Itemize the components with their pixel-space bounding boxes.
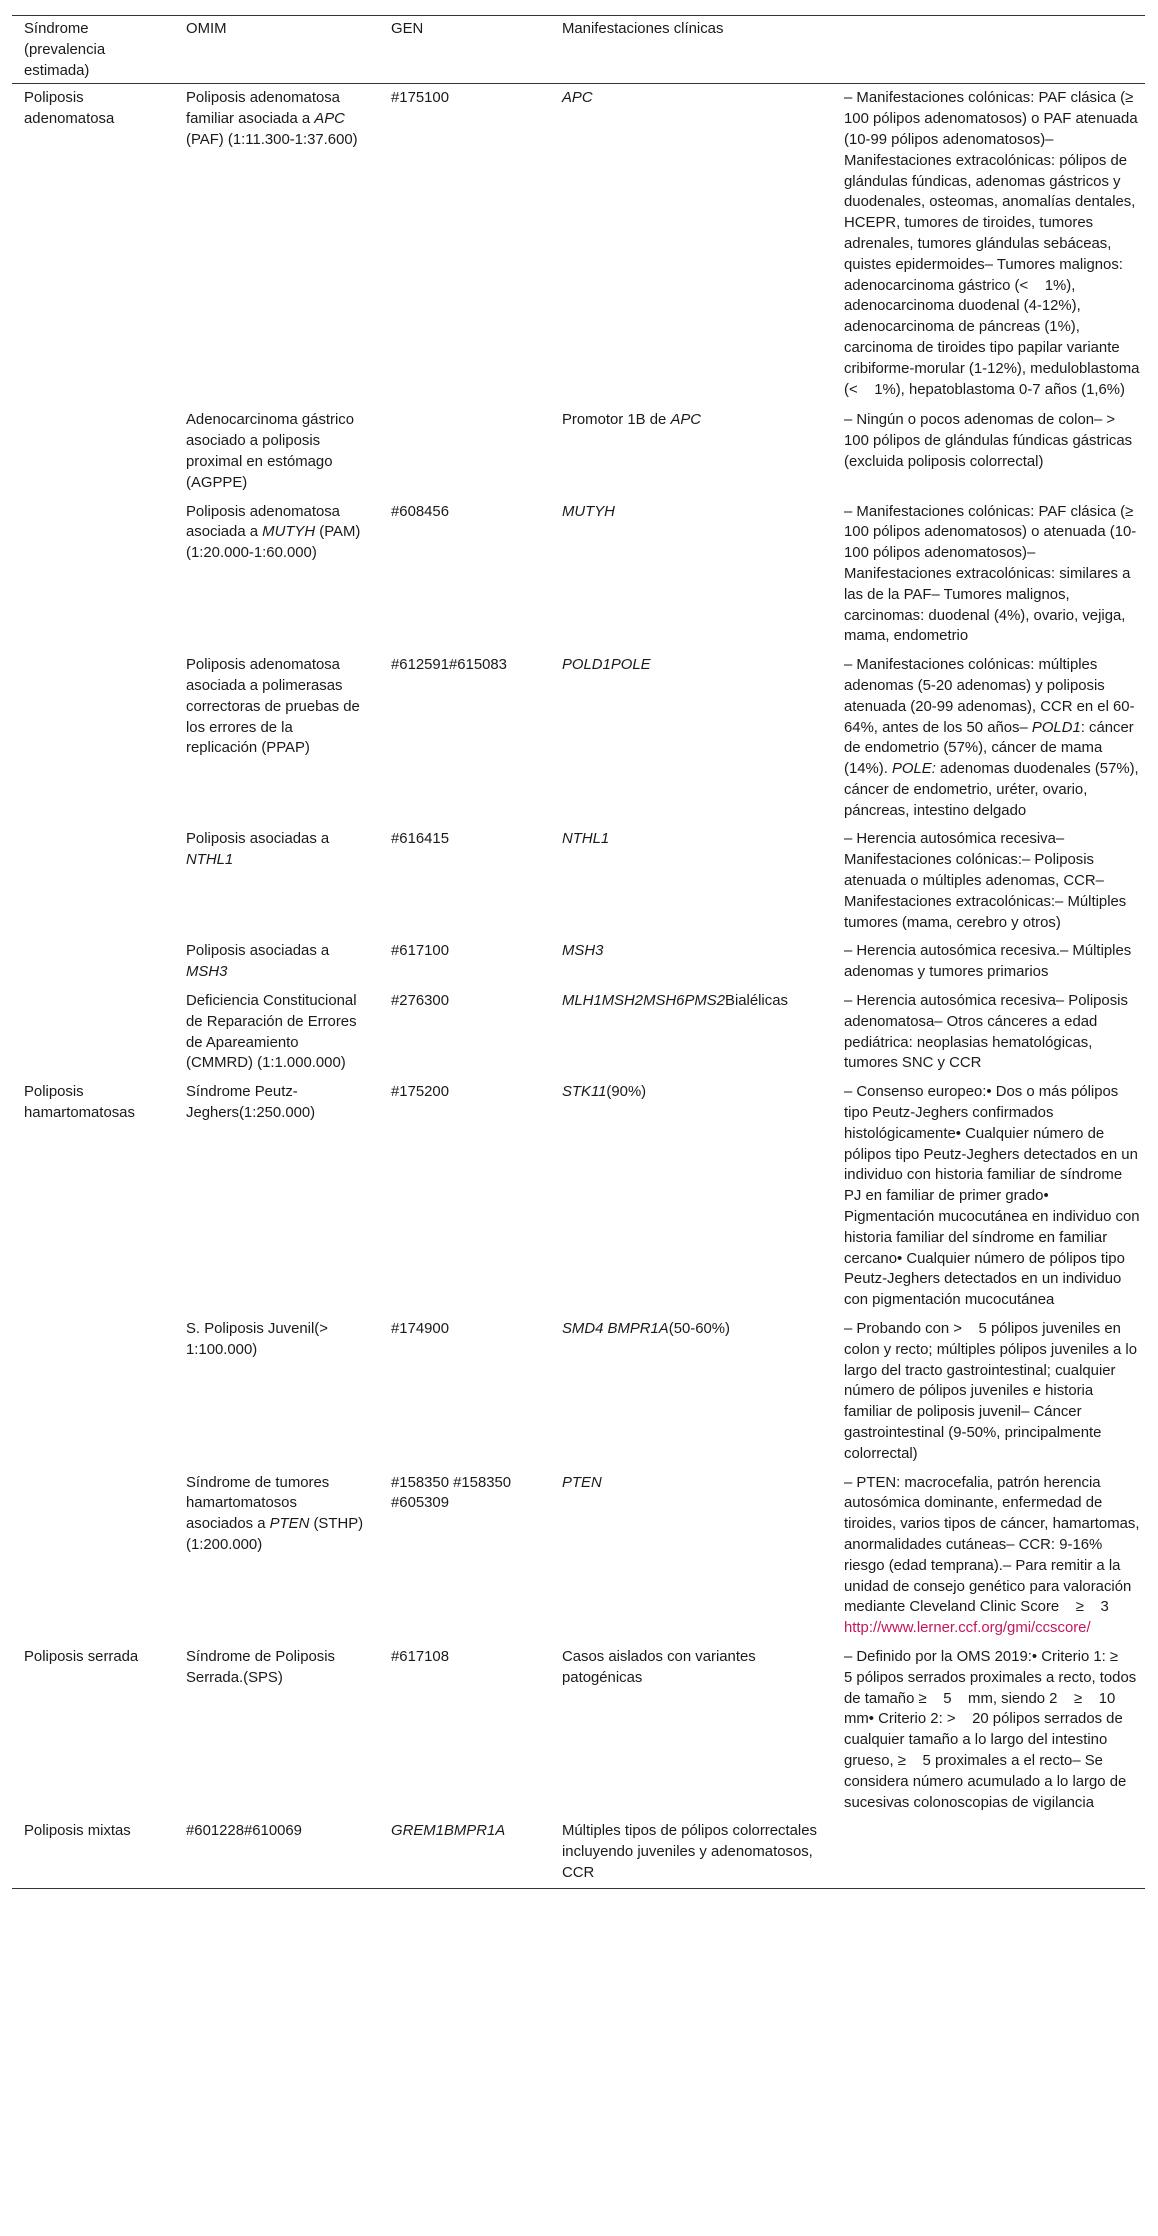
table-row	[12, 498, 1145, 652]
manifestations-cell: MLH1MSH2MSH6PMS2Bialélicas	[562, 993, 788, 1010]
table-row	[12, 1078, 1145, 1315]
table-row	[12, 84, 1145, 406]
gen-cell	[379, 406, 550, 497]
manifestations-cell: APC	[562, 90, 593, 107]
manifestations-cell: SMD4 BMPR1A(50-60%)	[562, 1321, 730, 1338]
syndrome-cell	[12, 406, 174, 497]
omim-cell: Adenocarcinoma gástrico asociado a poliposis proximal en estómago (AGPPE)	[186, 412, 355, 491]
syndrome-cell	[12, 651, 174, 825]
header-omim: OMIM	[186, 21, 227, 37]
manifestations-cell: NTHL1	[562, 831, 610, 848]
table-row	[12, 825, 1145, 937]
gen-cell: #617100	[391, 943, 449, 960]
gen-cell: #175100	[391, 90, 449, 107]
gen-cell: GREM1BMPR1A	[391, 1823, 506, 1840]
details-cell	[838, 1817, 1145, 1888]
table-row	[12, 987, 1145, 1078]
manifestations-cell: MUTYH	[562, 503, 615, 520]
table-header-row	[12, 16, 1145, 84]
omim-cell: Poliposis adenomatosa familiar asociada a APC (PAF) (1:11.300-1:37.600)	[186, 90, 358, 148]
table-row	[12, 651, 1145, 825]
details-cell: – Herencia autosómica recesiva– Manifestaciones colónicas:– Poliposis atenuada o múltiples adenomas, CCR– Manifestaciones extracolónicas:– Múltiples tumores (mama, cerebro y otros)	[844, 831, 1127, 931]
gen-cell: #612591#615083	[391, 657, 507, 674]
gen-cell: #158350 #158350 #605309	[391, 1474, 512, 1512]
manifestations-cell: Casos aislados con variantes patogénicas	[562, 1648, 756, 1686]
details-cell: – Manifestaciones colónicas: PAF clásica (≥ 100 pólipos adenomatosos) o atenuada (10-100 pólipos adenomatosos)– Manifestaciones extracolónicas: similares a las de la PAF– Tumores malignos, carcinomas: duodenal (4%), ovario, vejiga, mama, endometrio	[844, 503, 1150, 645]
omim-cell: Poliposis adenomatosa asociada a polimerasas correctoras de pruebas de los errores de la replicación (PPAP)	[186, 657, 360, 757]
details-cell: – Manifestaciones colónicas: múltiples adenomas (5-20 adenomas) y poliposis atenuada (20-99 adenomas), CCR en el 60-64%, antes de los 50 años– POLD1: cáncer de endometrio (57%), cáncer de mama (14%). POLE: adenomas duodenales (57%), cáncer de endometrio, uréter, ovario, páncreas, intestino delgado	[844, 657, 1139, 819]
header-extra	[838, 16, 1145, 84]
header-manifestations: Manifestaciones clínicas	[562, 21, 724, 37]
syndrome-cell	[12, 1315, 174, 1469]
details-cell: – Ningún o pocos adenomas de colon– > 100 pólipos de glándulas fúndicas gástricas (excluida poliposis colorrectal)	[844, 412, 1137, 470]
details-cell: – Manifestaciones colónicas: PAF clásica (≥ 100 pólipos adenomatosos) o PAF atenuada (10-99 pólipos adenomatosos)– Manifestaciones extracolónicas: pólipos de glándulas fúndicas, adenomas gástricos y duodenales, osteomas, anomalías dentales, HCEPR, tumores de tiroides, tumores adrenales, tumores glándulas sebáceas, quistes epidermoides– Tumores malignos: adenocarcinoma gástrico (< 1%), adenocarcinoma duodenal (4-12%), adenocarcinoma de páncreas (1%), carcinoma de tiroides tipo papilar variante cribiforme-morular (1-12%), meduloblastoma (< 1%), hepatoblastoma 0-7 años (1,6%)	[844, 90, 1150, 398]
omim-cell: Síndrome de Poliposis Serrada.(SPS)	[186, 1648, 335, 1686]
table-row	[12, 937, 1145, 987]
cleveland-score-link[interactable]: http://www.lerner.ccf.org/gmi/ccscore/	[844, 1620, 1091, 1637]
details-cell: – Herencia autosómica recesiva.– Múltiples adenomas y tumores primarios	[844, 943, 1132, 981]
manifestations-cell: STK11(90%)	[562, 1084, 647, 1101]
omim-cell: Síndrome Peutz-Jeghers(1:250.000)	[186, 1084, 316, 1122]
omim-cell: #601228#610069	[186, 1823, 302, 1840]
header-gen: GEN	[391, 21, 424, 37]
omim-cell: Poliposis asociadas a MSH3	[186, 943, 330, 981]
gen-cell: #276300	[391, 993, 449, 1010]
omim-cell: Síndrome de tumores hamartomatosos asociados a PTEN (STHP)(1:200.000)	[186, 1474, 364, 1553]
manifestations-cell: Múltiples tipos de pólipos colorrectales incluyendo juveniles y adenomatosos, CCR	[562, 1823, 817, 1881]
table-row	[12, 1469, 1145, 1643]
table-row	[12, 1643, 1145, 1817]
syndrome-cell: Poliposis hamartomatosas	[24, 1084, 135, 1122]
syndrome-cell	[12, 937, 174, 987]
syndrome-cell	[12, 987, 174, 1078]
syndrome-cell	[12, 498, 174, 652]
omim-cell: Deficiencia Constitucional de Reparación de Errores de Apareamiento (CMMRD) (1:1.000.000)	[186, 993, 357, 1072]
details-cell: – Consenso europeo:• Dos o más pólipos tipo Peutz-Jeghers confirmados histológicamente• Cualquier número de pólipos tipo Peutz-Jeghers detectados en un individuo con historia familiar de síndrome PJ en familiar de primer grado• Pigmentación mucocutánea en individuo con historia familiar del síndrome en familiar cercano• Cualquier número de pólipos tipo Peutz-Jeghers detectados en un individuo con pigmentación mucocutánea	[844, 1084, 1140, 1309]
table-row	[12, 406, 1145, 497]
omim-cell: Poliposis adenomatosa asociada a MUTYH (PAM)(1:20.000-1:60.000)	[186, 503, 361, 562]
details-cell: – Definido por la OMS 2019:• Criterio 1: ≥ 5 pólipos serrados proximales a recto, todos de tamaño ≥ 5 mm, siendo 2 ≥ 10 mm• Criterio 2: > 20 pólipos serrados de cualquier tamaño a lo largo del intestino grueso, ≥ 5 proximales a el recto– Se considera número acumulado a lo largo de sucesivas colonoscopias de vigilancia	[844, 1648, 1141, 1811]
omim-cell: S. Poliposis Juvenil(> 1:100.000)	[186, 1321, 345, 1358]
gen-cell: #616415	[391, 831, 449, 848]
syndrome-cell: Poliposis adenomatosa	[24, 90, 115, 128]
table-row	[12, 1817, 1145, 1888]
gen-cell: #608456	[391, 503, 449, 520]
details-cell: – Probando con > 5 pólipos juveniles en colon y recto; múltiples pólipos juveniles a lo largo del tracto gastrointestinal; cualquier número de pólipos juveniles e historia familiar de poliposis juvenil– Cáncer gastrointestinal (9-50%, principalmente colorrectal)	[844, 1321, 1142, 1462]
header-syndrome: Síndrome (prevalencia estimada)	[24, 21, 106, 79]
gen-cell: #174900	[391, 1321, 449, 1338]
syndrome-cell	[12, 1469, 174, 1643]
manifestations-cell: POLD1POLE	[562, 657, 651, 674]
details-cell: – Herencia autosómica recesiva– Poliposis adenomatosa– Otros cánceres a edad pediátrica: neoplasias hematológicas, tumores SNC y CCR	[844, 993, 1128, 1072]
syndrome-cell	[12, 825, 174, 937]
syndrome-cell: Poliposis serrada	[24, 1648, 139, 1665]
table-row	[12, 1315, 1145, 1469]
syndromes-table	[12, 15, 1150, 1889]
omim-cell: Poliposis asociadas a NTHL1	[186, 831, 330, 869]
gen-cell: #617108	[391, 1648, 449, 1665]
gen-cell: #175200	[391, 1084, 449, 1101]
manifestations-cell: Promotor 1B de APC	[562, 412, 702, 429]
details-cell: – PTEN: macrocefalia, patrón herencia autosómica dominante, enfermedad de tiroides, varios tipos de cáncer, hamartomas, anormalidades cutáneas– CCR: 9-16% riesgo (edad temprana).– Para remitir a la unidad de consejo genético para valoración mediante Cleveland Clinic Score ≥ 3 http://www.lerner.ccf.org/gmi/ccscore/	[844, 1474, 1144, 1637]
syndrome-cell: Poliposis mixtas	[24, 1823, 131, 1840]
manifestations-cell: PTEN	[562, 1474, 602, 1491]
manifestations-cell: MSH3	[562, 943, 604, 960]
